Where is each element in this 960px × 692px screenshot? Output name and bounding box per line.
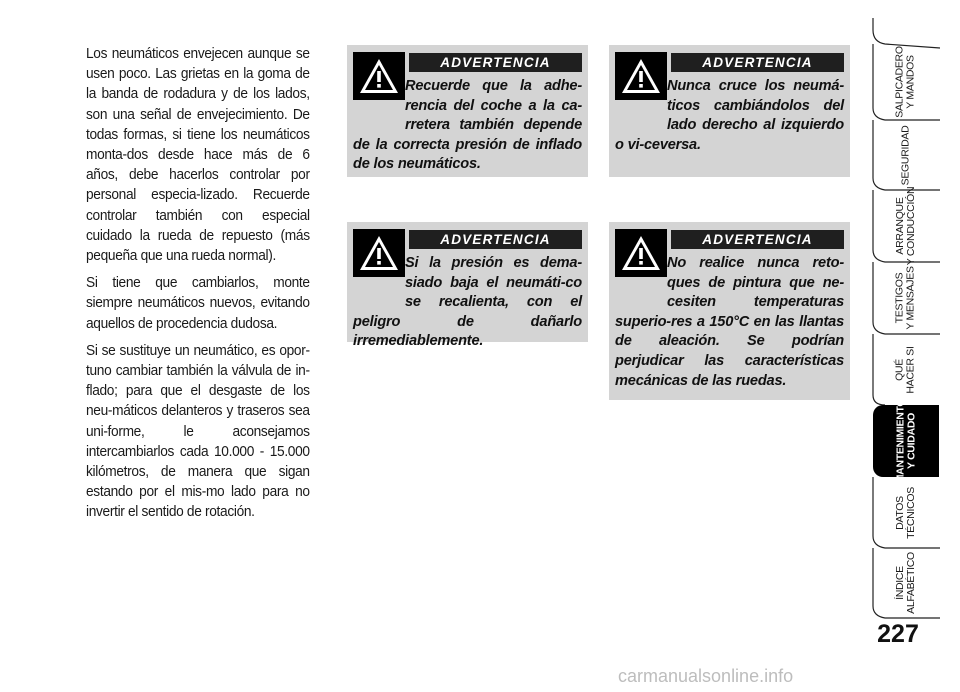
warning-text: Si la presión es dema-siado baja el neumáti-co se recalienta, con el peligro de dañarlo irremediablemente. xyxy=(353,255,582,350)
tab-indice[interactable]: ÍNDICE ALFABÉTICO xyxy=(894,552,917,614)
warning-text: Nunca cruce los neumá-ticos cambiándolos del lado derecho al izquierdo o vi-ceversa. xyxy=(615,78,844,153)
tab-mantenimiento[interactable]: MANTENIMIENTO Y CUIDADO xyxy=(894,398,918,484)
tab-seguridad[interactable]: SEGURIDAD xyxy=(899,125,912,185)
warning-label: ADVERTENCIA xyxy=(671,53,844,72)
warning-label: ADVERTENCIA xyxy=(409,230,582,249)
paragraph-aging: Los neumáticos envejecen aunque se usen poco. Las grietas en la goma de la banda de rodadura y de los lados, son una señal de envejecimiento. De todas formas, si tiene los neumáticos monta-dos desde hace más de 6 años, debe hacerlos controlar por personal especia-lizado. Recuerde controlar también con especial cuidado la rueda de repuesto (más pequeña que una rueda normal). xyxy=(86,46,310,265)
warning-label: ADVERTENCIA xyxy=(409,53,582,72)
tab-testigos[interactable]: TESTIGOS Y MENSAJES xyxy=(893,266,917,330)
watermark: carmanualsonline.info xyxy=(618,666,794,686)
tab-datos-tecnicos[interactable]: DATOS TÉCNICOS xyxy=(893,486,917,539)
warning-text: Recuerde que la adhe-rencia del coche a la ca-rretera también depende de la correcta presión de inflado de los neumáticos. xyxy=(353,78,582,173)
warning-text: No realice nunca reto-ques de pintura que ne-cesiten temperaturas superio-res a 150°C en las llantas de aleación. Se podrían perjudicar las características mecánicas de las ruedas. xyxy=(615,255,844,389)
tab-arranque[interactable]: ARRANQUE Y CONDUCCIÓN xyxy=(894,186,917,266)
page-number: 227 xyxy=(877,620,919,648)
tab-salpicadero[interactable]: SALPICADERO Y MANDOS xyxy=(894,46,918,118)
tab-que-hacer[interactable]: QUÉ HACER SI xyxy=(893,345,917,394)
warning-label: ADVERTENCIA xyxy=(671,230,844,249)
paragraph-valve: Si se sustituye un neumático, es opor-tuno cambiar también la válvula de in-flado; para que el desgaste de los neu-máticos delanteros y traseros sea uni-forme, le aconsejamos intercambiarlos cada 10.000 - 15.000 kilómetros, de manera que sigan estando por el mis-mo lado para no invertir el sentido de rotación. xyxy=(86,342,310,521)
paragraph-replace: Si tiene que cambiarlos, monte siempre neumáticos nuevos, evitando aquellos de procedencia dudosa. xyxy=(86,275,310,332)
